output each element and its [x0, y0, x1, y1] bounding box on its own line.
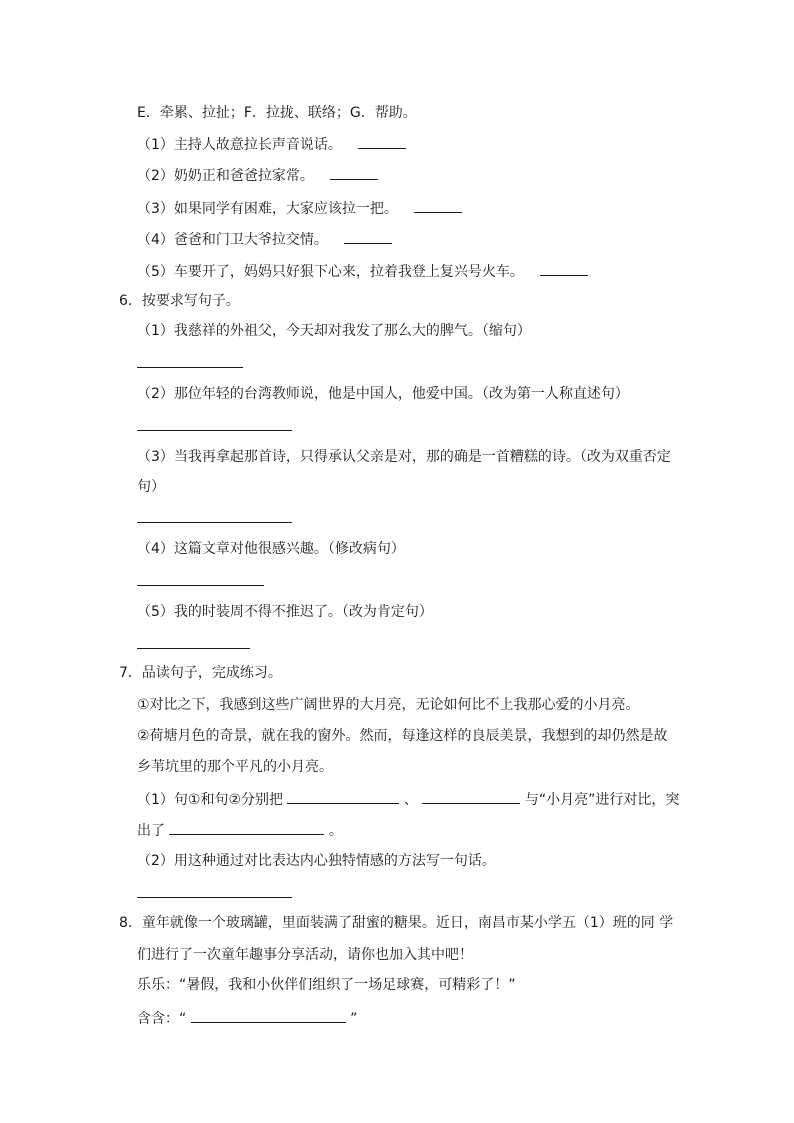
q7-title: 7．品读句子，完成练习。	[119, 665, 282, 681]
q7-part-1	[137, 789, 679, 809]
q5-item-5-blank[interactable]	[540, 261, 588, 276]
q6-item-1: （1）我慈祥的外祖父，今天却对我发了那么大的脾气。（缩句）	[137, 323, 531, 339]
q5-item-1	[137, 134, 406, 154]
q6-item-2-answer-line[interactable]	[137, 430, 292, 431]
q6-item-3: （3）当我再拿起那首诗，只得承认父亲是对，那的确是一首糟糕的诗。（改为双重否定	[137, 449, 671, 465]
q6-item-5-answer-line[interactable]	[137, 648, 250, 649]
q5-item-4-text: （4）爸爸和门卫大爷拉交情。	[137, 232, 328, 248]
q8-lele-line: 乐乐：“暑假，我和小伙伴们组织了一场足球赛，可精彩了！”	[137, 977, 516, 993]
q5-item-3	[137, 198, 462, 218]
q8-hanhan-line	[137, 1008, 357, 1028]
q5-item-3-blank[interactable]	[414, 198, 462, 213]
q7-part-2: （2）用这种通过对比表达内心独特情感的方法写一句话。	[137, 853, 496, 869]
q7-part-1-end-start: 出了	[137, 823, 165, 839]
q5-options-line: E．牵累、拉扯；F．拉拢、联络；G．帮助。	[137, 105, 417, 121]
q8-hanhan-blank[interactable]	[191, 1008, 346, 1023]
q7-part-1-cont	[137, 820, 343, 840]
q7-sentence-2a: ②荷塘月色的奇景，就在我的窗外。然而，每逢这样的良辰美景，我想到的却仍然是故	[137, 728, 668, 744]
q6-item-4-answer-line[interactable]	[137, 585, 264, 586]
q5-item-5-text: （5）车要开了，妈妈只好狠下心来，拉着我登上复兴号火车。	[137, 264, 524, 280]
q7-part-1-sep: 、	[403, 792, 418, 808]
q5-item-1-blank[interactable]	[358, 134, 406, 149]
q7-part-1-mid: 与“小月亮”进行对比，突	[524, 792, 680, 808]
q5-item-2	[137, 165, 378, 185]
q7-sentence-1: ①对比之下，我感到这些广阔世界的大月亮，无论如何比不上我那心爱的小月亮。	[137, 697, 640, 713]
q6-item-4: （4）这篇文章对他很感兴趣。（修改病句）	[137, 541, 405, 557]
q6-item-1-answer-line[interactable]	[137, 367, 243, 368]
q7-sentence-2b: 乡苇坑里的那个平凡的小月亮。	[137, 759, 333, 775]
q6-item-3-wrap: 句）	[137, 479, 165, 495]
q7-part-1-start: （1）句①和句②分别把	[137, 792, 284, 808]
q8-line-1: 8．童年就像一个玻璃罐，里面装满了甜蜜的糖果。近日，南昌市某小学五（1）班的同 学	[119, 915, 674, 931]
q7-part-1-blank-a[interactable]	[287, 789, 399, 804]
q5-item-1-text: （1）主持人故意拉长声音说话。	[137, 137, 342, 153]
q7-part-2-answer-line[interactable]	[137, 897, 292, 898]
q8-hanhan-end: ”	[350, 1011, 358, 1027]
q8-hanhan-start: 含含：“	[137, 1011, 187, 1027]
q7-part-1-end: 。	[328, 823, 343, 839]
q7-part-1-blank-b[interactable]	[422, 789, 520, 804]
q7-part-1-blank-c[interactable]	[169, 820, 324, 835]
q5-item-4	[137, 229, 392, 249]
q6-item-3-answer-line[interactable]	[137, 522, 292, 523]
q6-item-2: （2）那位年轻的台湾教师说，他是中国人，他爱中国。（改为第一人称直述句）	[137, 386, 629, 402]
q5-item-2-blank[interactable]	[330, 165, 378, 180]
q8-line-2: 们进行了一次童年趣事分享活动，请你也加入其中吧！	[137, 947, 473, 963]
q6-title: 6．按要求写句子。	[119, 293, 240, 309]
q5-item-4-blank[interactable]	[344, 229, 392, 244]
q5-item-5	[137, 261, 588, 281]
q5-item-3-text: （3）如果同学有困难，大家应该拉一把。	[137, 201, 398, 217]
q6-item-5: （5）我的时装周不得不推迟了。（改为肯定句）	[137, 604, 433, 620]
q5-item-2-text: （2）奶奶正和爸爸拉家常。	[137, 168, 314, 184]
